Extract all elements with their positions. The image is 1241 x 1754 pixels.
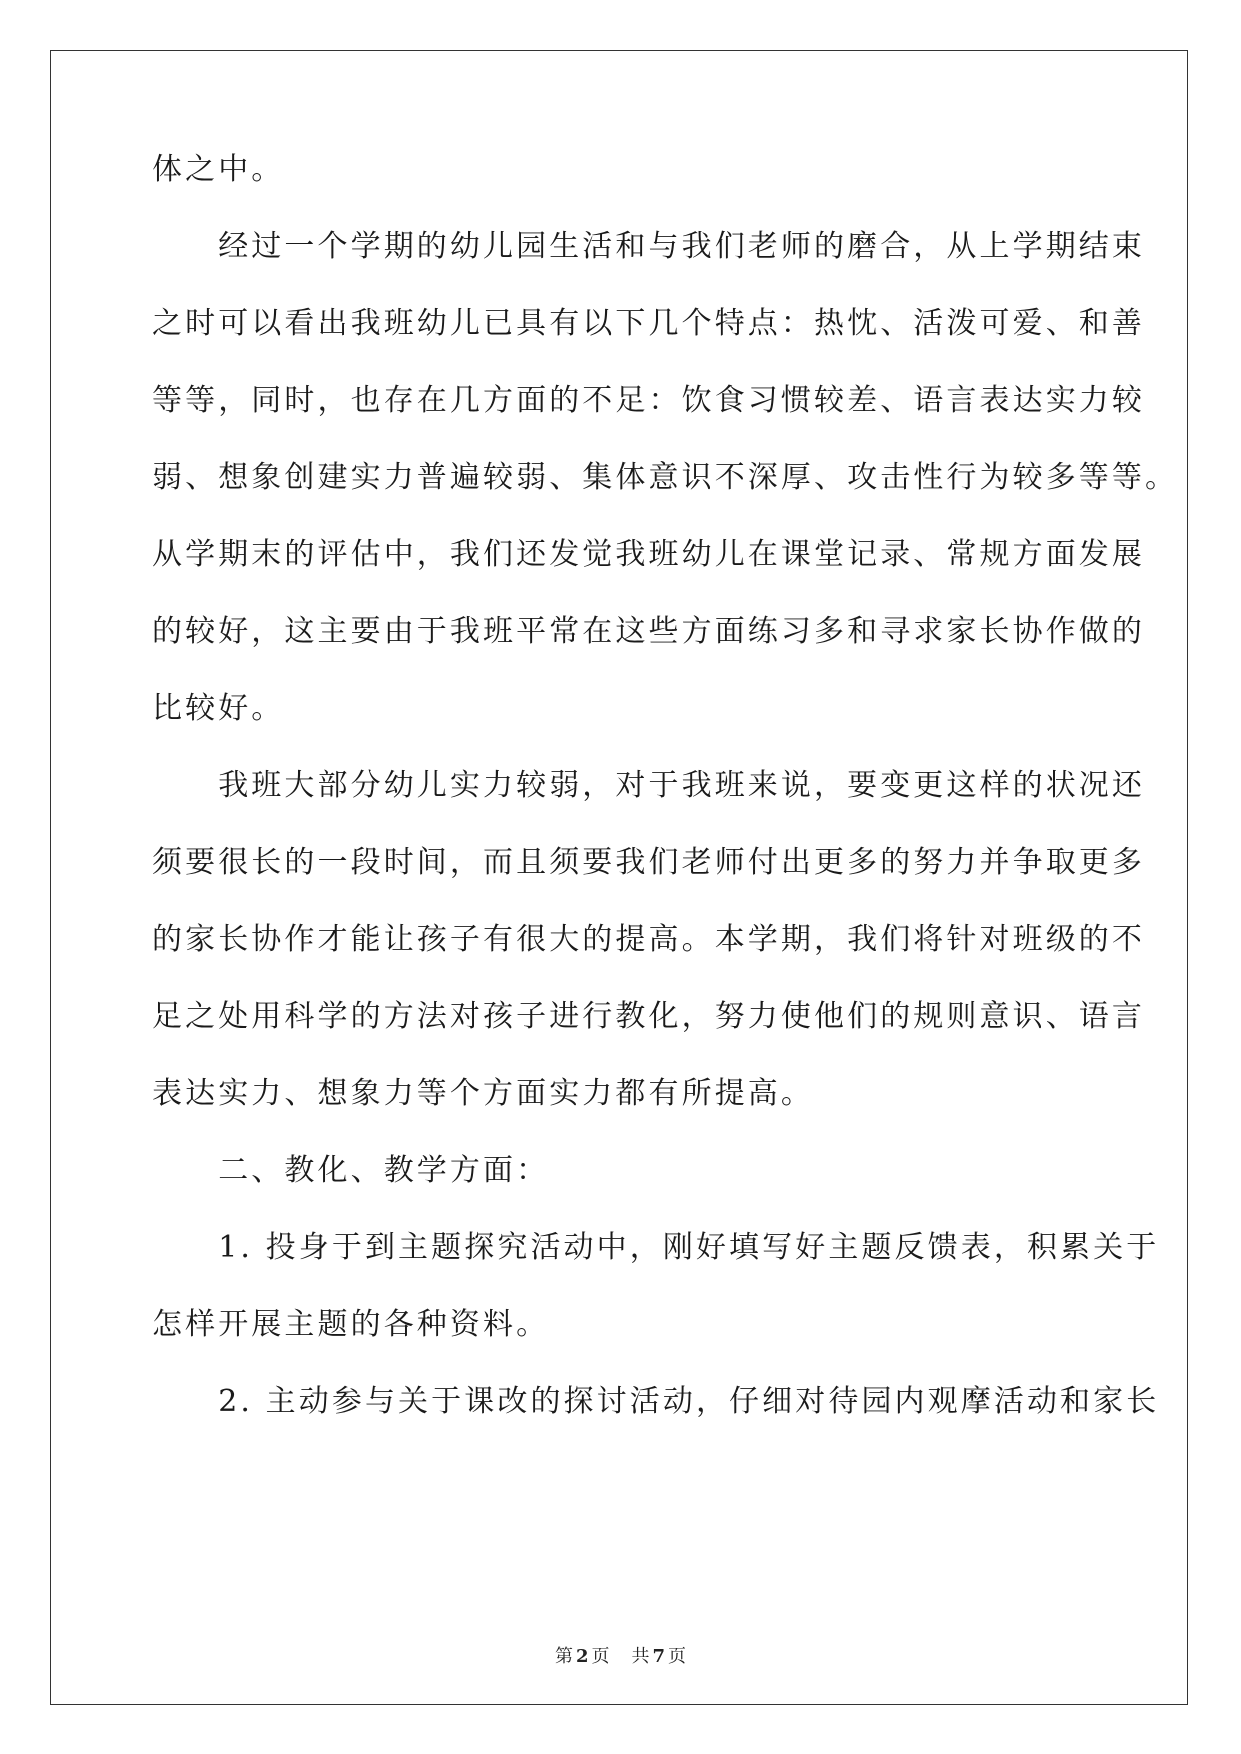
text-line: 的较好，这主要由于我班平常在这些方面练习多和寻求家长协作做的 (152, 614, 1145, 649)
text-line: 我班大部分幼儿实力较弱，对于我班来说，要变更这样的状况还 (152, 768, 1145, 803)
text-line: 弱、想象创建实力普遍较弱、集体意识不深厚、攻击性行为较多等等。 (152, 460, 1179, 495)
text-line: 怎样开展主题的各种资料。 (152, 1307, 550, 1342)
footer-total-number: 7 (652, 1646, 666, 1667)
text-line: 须要很长的一段时间，而且须要我们老师付出更多的努力并争取更多 (152, 845, 1145, 880)
footer-page-prefix: 第 (554, 1646, 573, 1667)
footer-total-prefix: 共 (631, 1646, 650, 1667)
text-line: 的家长协作才能让孩子有很大的提高。本学期，我们将针对班级的不 (152, 922, 1145, 957)
text-line: 表达实力、想象力等个方面实力都有所提高。 (152, 1076, 814, 1111)
text-line: 经过一个学期的幼儿园生活和与我们老师的磨合，从上学期结束 (152, 229, 1145, 264)
page-footer (0, 1646, 1241, 1668)
text-line: 1. 投身于到主题探究活动中，刚好填写好主题反馈表，积累关于 (152, 1230, 1160, 1265)
text-line: 足之处用科学的方法对孩子进行教化，努力使他们的规则意识、语言 (152, 999, 1145, 1034)
footer-page-number: 2 (575, 1646, 589, 1667)
text-line: 比较好。 (152, 691, 285, 726)
section-heading: 二、教化、教学方面： (152, 1153, 550, 1188)
text-line: 之时可以看出我班幼儿已具有以下几个特点：热忱、活泼可爱、和善 (152, 306, 1145, 341)
footer-page-suffix: 页 (591, 1646, 610, 1667)
text-line: 体之中。 (152, 152, 285, 187)
text-line: 等等，同时，也存在几方面的不足：饮食习惯较差、语言表达实力较 (152, 383, 1145, 418)
footer-total-suffix: 页 (668, 1646, 687, 1667)
text-line: 从学期末的评估中，我们还发觉我班幼儿在课堂记录、常规方面发展 (152, 537, 1145, 572)
text-line: 2. 主动参与关于课改的探讨活动，仔细对待园内观摩活动和家长 (152, 1384, 1160, 1419)
